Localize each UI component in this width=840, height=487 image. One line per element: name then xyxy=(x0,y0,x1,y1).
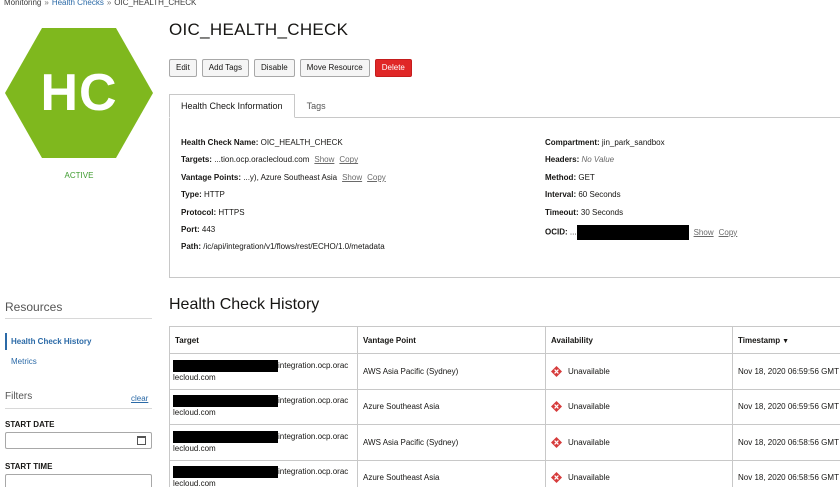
table-row xyxy=(170,354,840,390)
vantage-cell: Azure Southeast Asia xyxy=(358,389,546,425)
edit-button[interactable]: Edit xyxy=(169,59,197,77)
target-text-wrap: lecloud.com xyxy=(173,372,216,382)
filters-heading: Filters xyxy=(5,391,33,402)
unavailable-icon xyxy=(551,472,562,483)
info-row-ocid xyxy=(545,225,737,242)
redacted-target xyxy=(173,466,278,478)
resource-badge xyxy=(5,28,153,158)
info-row-interval xyxy=(545,190,737,207)
target-cell xyxy=(170,389,358,425)
timeout-value: 30 Seconds xyxy=(580,207,624,217)
compartment-value[interactable]: jin_park_sandbox xyxy=(601,138,665,147)
breadcrumb-monitoring[interactable]: Monitoring xyxy=(4,0,42,7)
availability-cell xyxy=(546,354,733,390)
target-text-wrap: lecloud.com xyxy=(173,408,216,418)
info-row-path xyxy=(181,242,386,259)
info-row-protocol xyxy=(181,208,386,225)
type-label: Type: xyxy=(181,190,202,200)
availability-cell xyxy=(546,425,733,461)
info-row-name xyxy=(181,138,386,155)
path-label: Path: xyxy=(181,242,201,252)
timestamp-cell: Nov 18, 2020 06:58:56 GMT xyxy=(733,425,840,461)
redacted-target xyxy=(173,431,278,443)
breadcrumb-current: OIC_HEALTH_CHECK xyxy=(114,0,197,7)
unavailable-icon xyxy=(551,401,562,412)
path-value: /ic/api/integration/v1/flows/rest/ECHO/1.0/metadata xyxy=(203,242,385,252)
info-right-column xyxy=(545,138,737,242)
headers-label: Headers: xyxy=(545,155,580,165)
page-title: OIC_HEALTH_CHECK xyxy=(169,20,349,39)
tab-tags[interactable]: Tags xyxy=(306,101,326,111)
column-header-target[interactable]: Target xyxy=(170,327,358,354)
ocid-value: ... xyxy=(569,227,577,237)
target-text: integration.ocp.orac xyxy=(278,396,349,406)
redacted-target xyxy=(173,395,278,407)
breadcrumb-separator: » xyxy=(106,0,112,7)
start-date-label: START DATE xyxy=(5,420,55,429)
vantage-label: Vantage Points: xyxy=(181,172,242,182)
availability-cell xyxy=(546,389,733,425)
interval-value: 60 Seconds xyxy=(578,190,621,200)
start-time-input[interactable] xyxy=(5,474,152,487)
protocol-label: Protocol: xyxy=(181,207,217,217)
vantage-show-link[interactable]: Show xyxy=(342,172,363,182)
history-table xyxy=(169,326,840,487)
breadcrumb-health-checks[interactable]: Health Checks xyxy=(51,0,104,7)
target-cell xyxy=(170,354,358,390)
info-row-port xyxy=(181,225,386,242)
timestamp-cell: Nov 18, 2020 06:59:56 GMT xyxy=(733,354,840,390)
disable-button[interactable]: Disable xyxy=(254,59,295,77)
method-value: GET xyxy=(578,172,595,182)
name-value: OIC_HEALTH_CHECK xyxy=(260,138,343,147)
timeout-label: Timeout: xyxy=(545,207,579,217)
info-row-vantage xyxy=(181,173,386,190)
sidebar-item-metrics[interactable]: Metrics xyxy=(11,357,37,366)
tab-health-check-information[interactable]: Health Check Information xyxy=(169,94,295,118)
info-panel xyxy=(169,117,840,278)
targets-label: Targets: xyxy=(181,155,212,165)
targets-copy-link[interactable]: Copy xyxy=(339,155,359,165)
targets-value: ...tion.ocp.oraclecloud.com xyxy=(214,155,310,165)
info-row-compartment xyxy=(545,138,737,155)
info-row-headers xyxy=(545,155,737,172)
divider xyxy=(5,318,152,319)
availability-text: Unavailable xyxy=(568,437,610,447)
table-header-row xyxy=(170,327,840,354)
timestamp-header-label: Timestamp xyxy=(738,335,781,345)
info-row-type xyxy=(181,190,386,207)
history-heading: Health Check History xyxy=(169,296,320,313)
ocid-copy-link[interactable]: Copy xyxy=(718,227,738,237)
target-text: integration.ocp.orac xyxy=(278,431,349,441)
target-cell xyxy=(170,460,358,487)
info-left-column xyxy=(181,138,386,260)
badge-initials: HC xyxy=(40,64,118,122)
breadcrumb xyxy=(4,0,196,7)
table-row xyxy=(170,460,840,487)
vantage-cell: AWS Asia Pacific (Sydney) xyxy=(358,354,546,390)
timestamp-cell: Nov 18, 2020 06:59:56 GMT xyxy=(733,389,840,425)
info-row-timeout xyxy=(545,208,737,225)
availability-text: Unavailable xyxy=(568,366,610,376)
status-label: ACTIVE xyxy=(64,171,94,180)
port-value: 443 xyxy=(201,224,216,234)
target-text-wrap: lecloud.com xyxy=(173,479,216,487)
resources-heading: Resources xyxy=(5,300,63,314)
ocid-show-link[interactable]: Show xyxy=(693,227,714,237)
calendar-icon[interactable] xyxy=(137,436,146,445)
protocol-value: HTTPS xyxy=(218,207,245,217)
vantage-value: ...y), Azure Southeast Asia xyxy=(243,172,338,182)
divider xyxy=(5,408,152,409)
headers-value: No Value xyxy=(581,155,615,165)
ocid-label: OCID: xyxy=(545,227,568,237)
clear-filters-link[interactable]: clear xyxy=(131,394,149,403)
start-time-label: START TIME xyxy=(5,462,53,471)
redacted-target xyxy=(173,360,278,372)
timestamp-cell: Nov 18, 2020 06:58:56 GMT xyxy=(733,460,840,487)
caret-down-icon[interactable]: ▼ xyxy=(782,337,790,345)
vantage-cell: AWS Asia Pacific (Sydney) xyxy=(358,425,546,461)
column-header-vantage-point[interactable]: Vantage Point xyxy=(358,327,546,354)
availability-text: Unavailable xyxy=(568,473,610,483)
name-label: Health Check Name: xyxy=(181,138,259,147)
target-text: integration.ocp.orac xyxy=(278,467,349,477)
start-date-input[interactable] xyxy=(5,432,152,449)
sidebar-item-health-check-history[interactable]: Health Check History xyxy=(5,333,152,350)
unavailable-icon xyxy=(551,366,562,377)
info-row-method xyxy=(545,173,737,190)
target-text-wrap: lecloud.com xyxy=(173,443,216,453)
interval-label: Interval: xyxy=(545,190,577,200)
availability-text: Unavailable xyxy=(568,402,610,412)
column-header-timestamp[interactable] xyxy=(733,327,840,354)
availability-cell xyxy=(546,460,733,487)
port-label: Port: xyxy=(181,224,200,234)
action-bar xyxy=(169,59,412,77)
column-header-availability[interactable]: Availability xyxy=(546,327,733,354)
redacted-ocid xyxy=(577,225,689,240)
vantage-cell: Azure Southeast Asia xyxy=(358,460,546,487)
unavailable-icon xyxy=(551,437,562,448)
add-tags-button[interactable]: Add Tags xyxy=(202,59,249,77)
target-cell xyxy=(170,425,358,461)
table-row xyxy=(170,389,840,425)
tab-bar xyxy=(169,94,338,118)
compartment-label: Compartment: xyxy=(545,138,600,147)
method-label: Method: xyxy=(545,172,577,182)
move-resource-button[interactable]: Move Resource xyxy=(300,59,370,77)
delete-button[interactable]: Delete xyxy=(375,59,412,77)
type-value: HTTP xyxy=(203,190,225,200)
table-row xyxy=(170,425,840,461)
breadcrumb-separator: » xyxy=(44,0,49,7)
target-text: integration.ocp.orac xyxy=(278,360,349,370)
info-row-targets xyxy=(181,155,386,172)
targets-show-link[interactable]: Show xyxy=(314,155,335,165)
vantage-copy-link[interactable]: Copy xyxy=(367,172,386,182)
